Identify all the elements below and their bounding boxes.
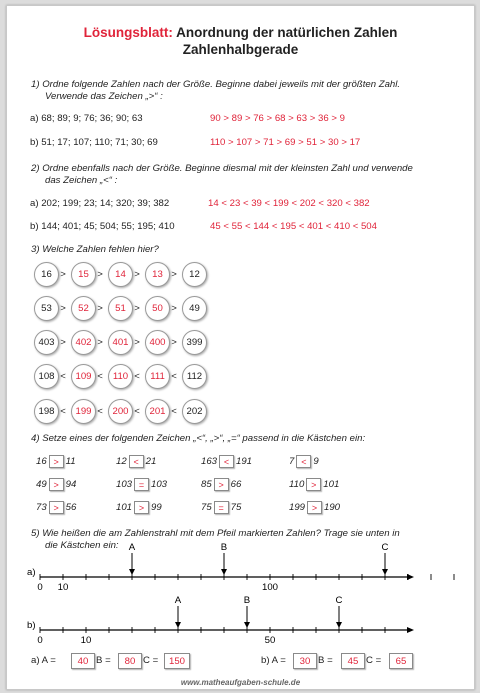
chain-operator: <	[60, 371, 66, 382]
chain-operator: <	[134, 406, 140, 417]
comparison-left: 73	[36, 502, 47, 513]
comparison-right: 94	[65, 479, 77, 490]
comparison-right: 103	[151, 479, 168, 490]
answers-b-B-label: B =	[318, 655, 333, 666]
number-line-tick-label: 100	[261, 582, 279, 593]
task2-instruction-1: 2) Ordne ebenfalls nach der Größe. Beginne diesmal mit der kleinsten Zahl und verwende	[31, 163, 413, 174]
comparison-left: 12	[116, 456, 127, 467]
answers-a-label: a) A =	[31, 655, 56, 666]
chain-number-circle[interactable]: 15	[71, 262, 96, 287]
comparison-sign-box[interactable]: =	[134, 478, 149, 491]
arrow-marker-label: B	[220, 542, 228, 553]
chain-number-circle: 399	[182, 330, 207, 355]
chain-number-circle[interactable]: 199	[71, 399, 96, 424]
comparison-sign-box[interactable]: >	[49, 501, 64, 514]
answers-b-label: b) A =	[261, 655, 286, 666]
number-line-label: a)	[27, 567, 36, 578]
arrow-marker-head	[175, 622, 181, 628]
chain-operator: <	[134, 371, 140, 382]
number-line-tick-label: 0	[37, 582, 43, 593]
chain-number-circle[interactable]: 52	[71, 296, 96, 321]
chain-number-circle: 53	[34, 296, 59, 321]
title-prefix: Lösungsblatt:	[83, 25, 173, 40]
number-line-label: b)	[27, 620, 36, 631]
answer-b-B-box[interactable]: 45	[341, 653, 365, 669]
chain-operator: >	[134, 303, 140, 314]
arrow-marker-label: C	[335, 595, 343, 606]
arrow-marker-head	[382, 569, 388, 575]
comparison-item	[116, 478, 167, 491]
task5-instruction-2: die Kästchen ein:	[45, 540, 119, 551]
comparison-item	[289, 455, 319, 468]
task2-instruction-2: das Zeichen „<“ :	[45, 175, 118, 186]
comparison-right: 190	[324, 502, 341, 513]
answers-a-B-label: B =	[96, 655, 111, 666]
chain-operator: <	[97, 371, 103, 382]
chain-operator: >	[171, 303, 177, 314]
chain-number-circle: 403	[34, 330, 59, 355]
comparison-right: 9	[313, 456, 319, 467]
comparison-sign-box[interactable]: <	[129, 455, 144, 468]
task1-instruction-1: 1) Ordne folgende Zahlen nach der Größe. Beginne dabei jeweils mit der größten Zahl.	[31, 79, 401, 90]
number-lines	[7, 536, 474, 651]
comparison-sign-box[interactable]: >	[49, 455, 64, 468]
chain-number-circle: 49	[182, 296, 207, 321]
task2-b-numbers: b) 144; 401; 45; 504; 55; 195; 410	[30, 221, 175, 232]
chain-number-circle: 16	[34, 262, 59, 287]
comparison-item	[201, 501, 241, 514]
comparison-item	[289, 501, 340, 514]
task1-b-answer: 110 > 107 > 71 > 69 > 51 > 30 > 17	[210, 137, 361, 148]
comparison-sign-box[interactable]: <	[219, 455, 234, 468]
chain-operator: >	[60, 337, 66, 348]
comparison-left: 16	[36, 456, 47, 467]
comparison-left: 110	[289, 479, 305, 490]
page-subtitle: Zahlenhalbgerade	[182, 42, 299, 57]
number-line-tick-label: 50	[264, 635, 276, 646]
number-line-tick-label: 10	[57, 582, 69, 593]
comparison-sign-box[interactable]: <	[296, 455, 311, 468]
task2-a-numbers: a) 202; 199; 23; 14; 320; 39; 382	[30, 198, 170, 209]
comparison-right: 21	[145, 456, 157, 467]
chain-number-circle[interactable]: 50	[145, 296, 170, 321]
arrow-marker-head	[129, 569, 135, 575]
comparison-right: 66	[230, 479, 242, 490]
comparison-right: 11	[65, 456, 76, 467]
footer-url: www.matheaufgaben-schule.de	[180, 678, 301, 687]
chain-number-circle[interactable]: 109	[71, 364, 96, 389]
comparison-sign-box[interactable]: >	[214, 478, 229, 491]
chain-operator: <	[171, 406, 177, 417]
chain-operator: >	[134, 269, 140, 280]
comparison-item	[116, 455, 156, 468]
comparison-item	[36, 455, 76, 468]
answer-b-A-box[interactable]: 30	[293, 653, 317, 669]
comparison-left: 163	[201, 456, 218, 467]
comparison-sign-box[interactable]: >	[306, 478, 321, 491]
chain-number-circle[interactable]: 51	[108, 296, 133, 321]
answer-b-C-box[interactable]: 65	[389, 653, 413, 669]
title-main: Anordnung der natürlichen Zahlen	[176, 25, 398, 40]
comparison-left: 103	[116, 479, 133, 490]
chain-number-circle[interactable]: 400	[145, 330, 170, 355]
comparison-left: 49	[36, 479, 47, 490]
comparison-right: 56	[65, 502, 77, 513]
chain-number-circle: 108	[34, 364, 59, 389]
task1-a-answer: 90 > 89 > 76 > 68 > 63 > 36 > 9	[210, 113, 345, 124]
number-line-a	[27, 542, 454, 593]
arrow-marker-label: C	[381, 542, 389, 553]
comparison-left: 75	[201, 502, 212, 513]
task2-a-answer: 14 < 23 < 39 < 199 < 202 < 320 < 382	[208, 198, 370, 209]
chain-operator: >	[171, 337, 177, 348]
comparison-right: 75	[230, 502, 242, 513]
chain-number-circle[interactable]: 402	[71, 330, 96, 355]
task1-a-numbers: a) 68; 89; 9; 76; 36; 90; 63	[30, 113, 143, 124]
comparison-sign-box[interactable]: >	[307, 501, 322, 514]
comparison-right: 101	[323, 479, 340, 490]
chain-operator: >	[97, 303, 103, 314]
comparison-right: 99	[151, 502, 162, 513]
arrow-marker-label: B	[243, 595, 251, 606]
comparison-sign-box[interactable]: >	[134, 501, 149, 514]
arrow-marker-head	[221, 569, 227, 575]
chain-operator: >	[97, 337, 103, 348]
chain-number-circle[interactable]: 200	[108, 399, 133, 424]
chain-number-circle[interactable]: 110	[108, 364, 133, 389]
comparison-left: 7	[289, 456, 295, 467]
number-line-b	[27, 595, 414, 646]
chain-operator: >	[60, 269, 66, 280]
chain-number-circle[interactable]: 111	[145, 364, 170, 389]
comparison-item	[116, 501, 162, 514]
chain-number-circle: 12	[182, 262, 207, 287]
comparison-left: 101	[116, 502, 133, 513]
arrow-marker-label: A	[128, 542, 136, 553]
arrow-marker-head	[244, 622, 250, 628]
comparison-left: 85	[201, 479, 212, 490]
task1-instruction-2: Verwende das Zeichen „>“ :	[45, 91, 163, 102]
arrow-marker-head	[336, 622, 342, 628]
worksheet-page	[6, 5, 475, 690]
task3-instruction: 3) Welche Zahlen fehlen hier?	[31, 244, 159, 255]
number-line-tick-label: 10	[80, 635, 92, 646]
chain-operator: >	[60, 303, 66, 314]
comparison-sign-box[interactable]: =	[214, 501, 229, 514]
answers-b-C-label: C =	[366, 655, 382, 666]
answer-a-A-box[interactable]: 40	[71, 653, 95, 669]
comparison-left: 199	[289, 502, 306, 513]
page-title	[7, 25, 474, 40]
comparison-item	[201, 478, 241, 491]
task1-b-numbers: b) 51; 17; 107; 110; 71; 30; 69	[30, 137, 158, 148]
comparison-item	[289, 478, 339, 491]
answers-a-C-label: C =	[143, 655, 159, 666]
task5-instruction-1: 5) Wie heißen die am Zahlenstrahl mit dem Pfeil markierten Zahlen? Trage sie unten in	[31, 528, 400, 539]
comparison-item	[36, 501, 76, 514]
task2-b-answer: 45 < 55 < 144 < 195 < 401 < 410 < 504	[210, 221, 377, 232]
chain-operator: >	[171, 269, 177, 280]
chain-operator: >	[97, 269, 103, 280]
arrow-marker-label: A	[174, 595, 182, 606]
task4-instruction: 4) Setze eines der folgenden Zeichen „<“, „>“, „=“ passend in die Kästchen ein:	[31, 433, 366, 444]
chain-number-circle: 112	[182, 364, 207, 389]
number-line-tick-label: 0	[37, 635, 43, 646]
chain-number-circle[interactable]: 14	[108, 262, 133, 287]
comparison-item	[36, 478, 76, 491]
chain-number-circle[interactable]: 401	[108, 330, 133, 355]
chain-operator: >	[134, 337, 140, 348]
comparison-item	[201, 455, 252, 468]
chain-operator: <	[171, 371, 177, 382]
axis-arrowhead	[407, 627, 414, 633]
chain-number-circle[interactable]: 201	[145, 399, 170, 424]
comparison-right: 191	[236, 456, 253, 467]
answer-a-C-box[interactable]: 150	[164, 653, 190, 669]
chain-operator: <	[97, 406, 103, 417]
comparison-sign-box[interactable]: >	[49, 478, 64, 491]
chain-operator: <	[60, 406, 66, 417]
chain-number-circle[interactable]: 13	[145, 262, 170, 287]
answer-a-B-box[interactable]: 80	[118, 653, 142, 669]
chain-number-circle: 198	[34, 399, 59, 424]
chain-number-circle: 202	[182, 399, 207, 424]
